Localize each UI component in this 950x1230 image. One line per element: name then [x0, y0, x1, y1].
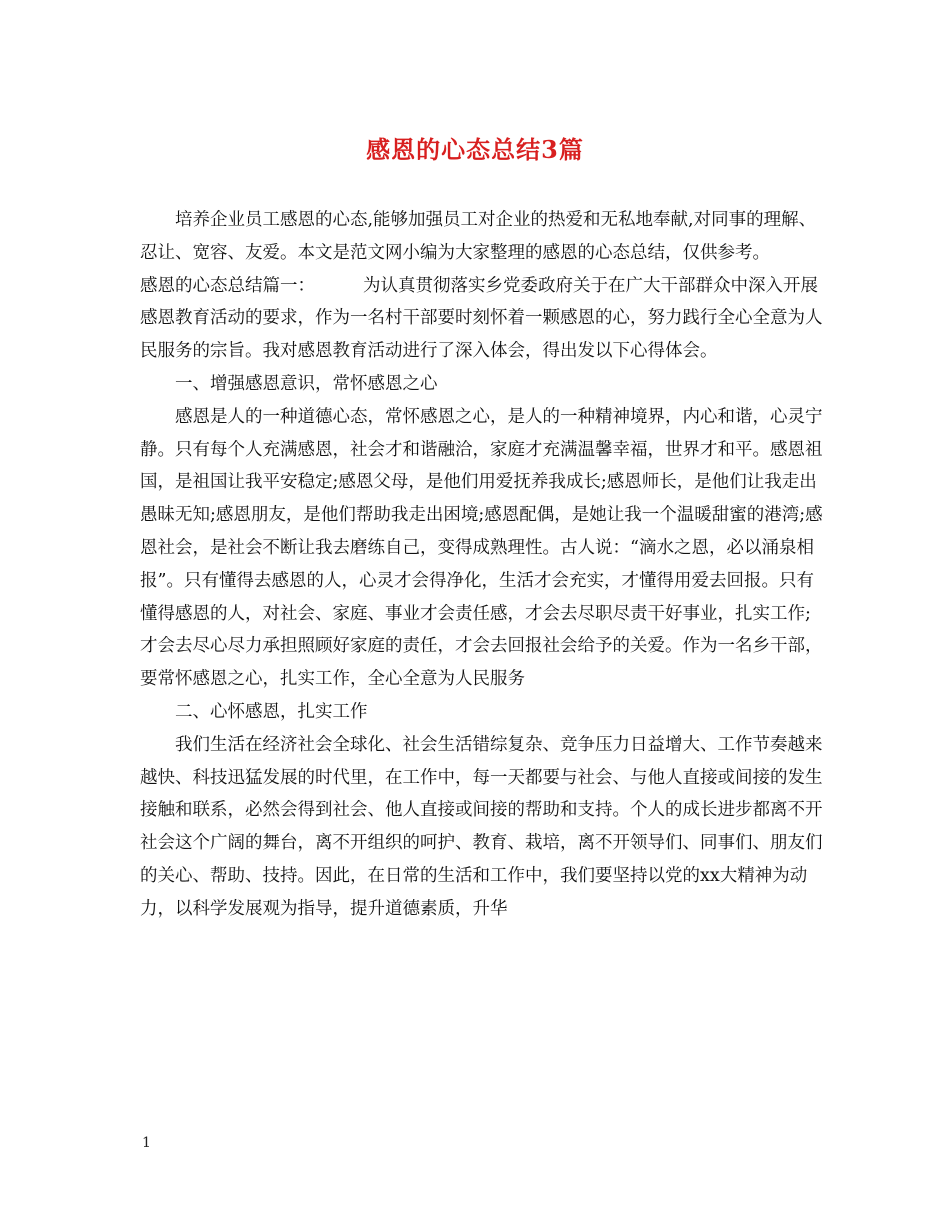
section2-paragraph: 我们生活在经济社会全球化、社会生活错综复杂、竞争压力日益增大、工作节奏越来越快、科技迅猛发展的时代里，在工作中，每一天都要与社会、与他人直接或间接的发生接触和联系，必然会得到社会、他人直接或间接的帮助和支持。个人的成长进步都离不开社会这个广阔的舞台，离不开组织的呵护、教育、栽培，离不开领导们、同事们、朋友们的关心、帮助、技持。因此，在日常的生活和工作中，我们要坚持以党的xx大精神为动力，以科学发展观为指导，提升道德素质，升华: [140, 734, 823, 919]
intro-paragraph: 培养企业员工感恩的心态,能够加强员工对企业的热爱和无私地奉献,对同事的理解、忍让、宽容、友爱。本文是范文网小编为大家整理的感恩的心态总结，仅供参考。: [140, 210, 817, 263]
part1-text: 为认真贯彻落实乡党委政府关于在广大干部群众中深入开展感恩教育活动的要求，作为一名村干部要时刻怀着一颗感恩的心，努力践行全心全意为人民服务的宗旨。我对感恩教育活动进行了深入体会，得出发以下心得体会。: [140, 275, 823, 362]
document-body: [140, 204, 825, 926]
section1-heading: 一、增强感恩意识，常怀感恩之心: [175, 373, 438, 394]
section1-paragraph: 感恩是人的一种道德心态，常怀感恩之心，是人的一种精神境界，内心和谐，心灵宁静。只有每个人充满感恩，社会才和谐融洽，家庭才充满温馨幸福，世界才和平。感恩祖国，是祖国让我平安稳定;感恩父母，是他们用爱抚养我成长;感恩师长，是他们让我走出愚昧无知;感恩朋友，是他们帮助我走出困境;感恩配偶，是她让我一个温暖甜蜜的港湾;感恩社会，是社会不断让我去磨练自己，变得成熟理性。古人说：“滴水之恩，必以涌泉相报”。只有懂得去感恩的人，心灵才会得净化，生活才会充实，才懂得用爱去回报。只有懂得感恩的人，对社会、家庭、事业才会责任感，才会去尽职尽责干好事业，扎实工作;才会去尽心尽力承担照顾好家庭的责任，才会去回报社会给予的关爱。作为一名乡干部，要常怀感恩之心，扎实工作，全心全意为人民服务: [140, 406, 823, 690]
document-title: 感恩的心态总结3篇: [366, 135, 584, 164]
page-number: 1: [142, 1135, 151, 1151]
part1-label: 感恩的心态总结篇一：: [140, 275, 315, 296]
part1-paragraph: [140, 270, 825, 368]
section2-heading: 二、心怀感恩，扎实工作: [175, 701, 368, 722]
